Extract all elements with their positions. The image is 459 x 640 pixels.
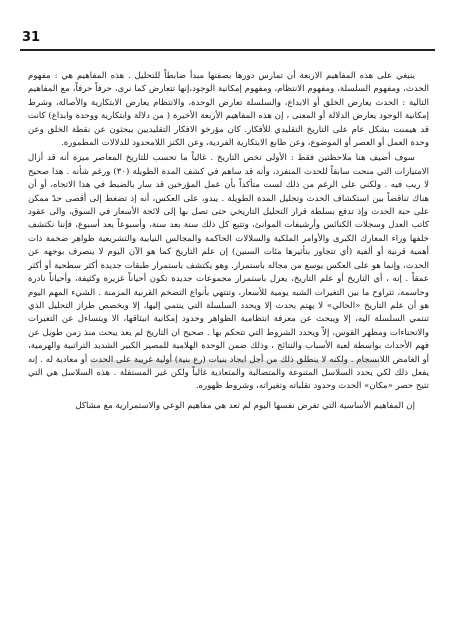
page-number: 31 xyxy=(22,30,41,45)
paragraph-closing: إن المفاهيم الأساسية التي تفرض نفسها اليوم لم تعد هي مفاهيم الوعي والاستمرارية مع مشاكل xyxy=(75,400,415,411)
paragraph-concepts: ينبغي على هذه المفاهيم الاربعة أن تمارس دورها بصفتها مبدأ ضابطاً للتحليل . هذه المفاهيم هي : مفهوم الحدث، ومفهوم السلسلة، ومفهوم الانتظام، ومفهوم إمكانية الوجود،إنها تتعارض كما نرى، حرفاً حرفاً، مع المفاهيم التالية : الحدث يعارض الخلق أو الابداع، والسلسلة تعارض الوحدة، والانتظام يعارض الابتكارية والأصالة، وشرط إمكانية الوجود يعارض الدلالة أو المعنى ، إن هذه المفاهيم الأربعة الأخيرة ( من دلالة وابتكارية ووحدة وابداع) كانت قد هيمنت بشكل عام على التاريخ التقليدي للأفكار. كان مؤرخو الافكار التقليديين يبحثون عن نقطة الخلق وعن وحدة العمل أو العصر أو الموضوع، وعن طابع الابتكارية الفردية، وعن الكنز اللامحدود للدلالات المطمورة. xyxy=(28,71,429,149)
body-text xyxy=(28,70,429,413)
header-rule xyxy=(20,49,435,51)
paragraph-history: سوف أضيف هنا ملاحظتين فقط : الأولى تخص التاريخ . غالباً ما تحسب للتاريخ المعاصر ميزة أنه قد أزال الامتيازات التي منحت سابقاً للحدث المنفرد، وأنه قد ساهم في كشف المدة الطويلة (٣٠) ورغم شأنه . هذا صحيح لا ريب فيه . ولكني على الرغم من ذلك لست متأكداً بأن عمل المؤرخين قد سار بالضبط في هذا الاتجاه، أو أن هناك تناقضاً بين استكشاف الحدث وتحليل المدة الطويلة . يبدو، على العكس، أنه إذ تضغط إلى أقصى حدّ ممكن على حبة الحدث وإذ تدفع بسلطة قرار التحليل التاريخي حتى تصل بها إلى لائحة الأسعار في السوق، والى عقود كاتب العدل وسجلات الكنائس وأرشيفات الموانئ، وتتبع كل ذلك سنة بعد سنة، وأسبوعاً بعد أسبوع، فإننا نكتشف خلفها وراء المعارك الكبرى والأوامر الملكية والسلالات الحاكمة والمجالس النيابية والتشريعية ظواهر ضخمة ذات أهمية قرنية أو ألفية (أي تتجاوز بتأثيرها مئات السنين) إن علم التاريخ كما هو الآن اليوم لا ينصرف بوجهه عن الحدث، وإنما هو على العكس يوسع من مجاله باستمرار. وهو يكتشف باستمرار طبقات جديدة أكثر سطحية أو أكثر عمقاً . إنه ، أي التاريخ أو علم التاريخ، يعزل باستمرار مجموعات جديدة تكون أحياناً غزيرة وكثيفة، وأحياناً نادرة وحاسمة، تتراوح ما بين التغيرات الشبه يومية للأسعار، وتنتهي بأنواع التضخم القرنية المزمنة . الشيء المهم اليوم هو أن علم التاريخ «الحالي» لا يهتم بحدث إلا ويحدد السلسلة التي ينتمي إليها، إلا ويخصص طراز التحليل الذي تنتمي السلسلة اليه، إلا ويبحث عن معرفة انتظامية الظواهر وحدود إمكانية انبثاقها، الا ويتساءل عن التغيرات والانحناءات ومظهر القوس، إلاّ ويحدد الشروط التي تتحكم بها . صحيح ان التاريخ لم يعد يبحث منذ زمن طويل عن فهم الأحداث بواسطة لعبة الأسباب والنتائج ، وذلك ضمن الوحدة الهلامية للمصير الكبير الشديد التراتبية والهرمية، أو الغامض اللانسجام . ولكنه لا ينطلق ذلك من أجل ايجاد بنيات (رع بنية) أولية غريبة على الحدث أو معادية له . إنه يفعل ذلك لكي يحدد السلاسل المتنوعة والمتصالبة والمتعادية غالباً ولكن غير المستقلة . هذه السلاسل هي التي تتيح حصر «مكان» الحدث وحدود تقلباته وتغيراته، وشروط ظهوره. xyxy=(28,153,429,392)
